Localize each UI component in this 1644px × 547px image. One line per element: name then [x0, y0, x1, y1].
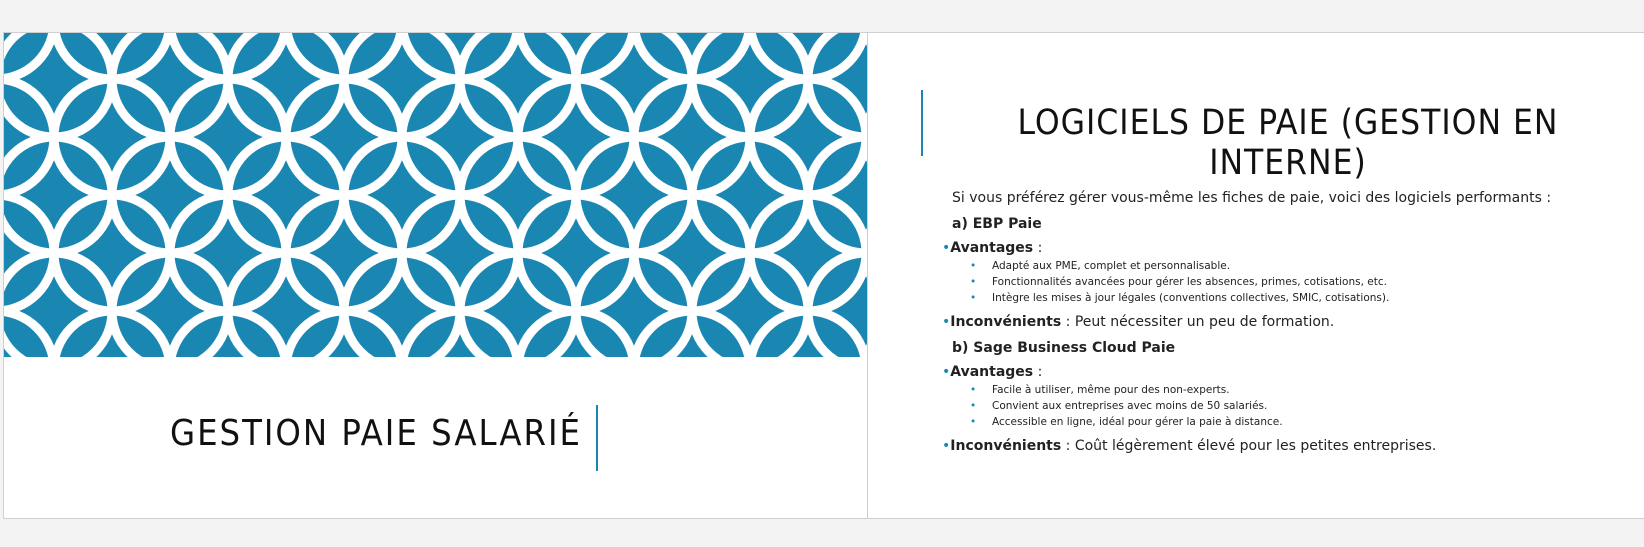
cons-bullet: •Inconvénients : Coût légèrement élevé pour les petites entreprises.	[942, 438, 1437, 454]
intro-text: Si vous préférez gérer vous-même les fiches de paie, voici des logiciels performants :	[952, 190, 1552, 206]
slide-thumbnail-2[interactable]	[868, 33, 1644, 518]
pros-list	[942, 384, 1632, 428]
list-item: • Convient aux entreprises avec moins de 50 salariés.	[970, 400, 1268, 412]
cons-bullet: •Inconvénients : Peut nécessiter un peu de formation.	[942, 314, 1335, 330]
list-item: • Adapté aux PME, complet et personnalisable.	[970, 260, 1231, 272]
accent-bar	[596, 405, 598, 471]
accent-bar	[921, 90, 923, 156]
slide-thumbnail-1[interactable]	[4, 33, 867, 518]
list-item: • Intègre les mises à jour légales (conventions collectives, SMIC, cotisations).	[970, 292, 1390, 304]
section-heading: a) EBP Paie	[952, 216, 1042, 232]
list-item: • Facile à utiliser, même pour des non-experts.	[970, 384, 1230, 396]
pros-bullet: •Avantages :	[942, 364, 1043, 380]
slide1-title: GESTION PAIE SALARIÉ	[169, 413, 582, 454]
pros-list	[942, 260, 1632, 304]
slide2-content	[942, 190, 1632, 458]
section-heading: b) Sage Business Cloud Paie	[952, 340, 1176, 356]
list-item: • Fonctionnalités avancées pour gérer les absences, primes, cotisations, etc.	[970, 276, 1387, 288]
slide2-title: LOGICIELS DE PAIE (GESTION EN INTERNE)	[1017, 103, 1559, 183]
circle-pattern-image	[4, 33, 867, 357]
list-item: • Accessible en ligne, idéal pour gérer la paie à distance.	[970, 416, 1283, 428]
pros-bullet: •Avantages :	[942, 240, 1043, 256]
